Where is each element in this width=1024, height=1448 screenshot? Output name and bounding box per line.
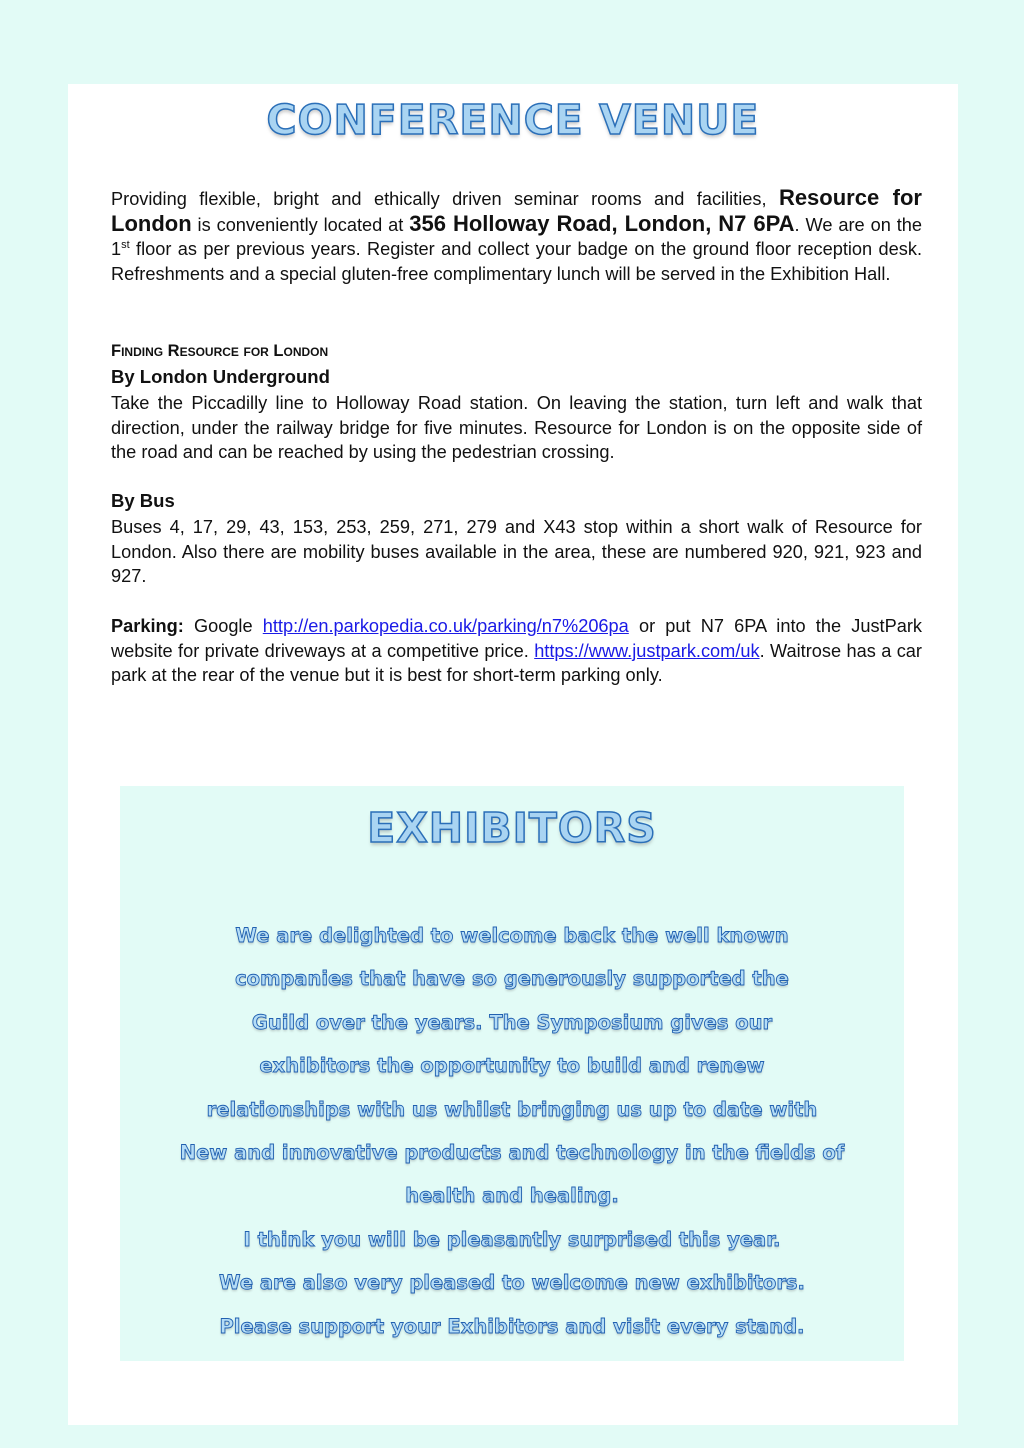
floor-ordinal: st (121, 239, 130, 252)
parking-label: Parking: (111, 616, 184, 636)
exhibitors-title: EXHIBITORS (367, 804, 657, 852)
exhibitors-panel (120, 786, 904, 1361)
exhibitors-line: We are also very pleased to welcome new exhibitors. (219, 1271, 805, 1295)
exhibitors-line: health and healing. (405, 1184, 619, 1208)
exhibitors-line: We are delighted to welcome back the well known (235, 924, 789, 947)
intro-text-1: Providing flexible, bright and ethically driven seminar rooms and facilities, (111, 189, 779, 209)
underground-directions: Take the Piccadilly line to Holloway Road station. On leaving the station, turn left and walk that direction, under the railway bridge for five minutes. Resource for London is on the opposite side of the road and can be reached by using the pedestrian crossing. (111, 393, 922, 463)
exhibitors-line: I think you will be pleasantly surprised this year. (243, 1227, 781, 1251)
exhibitors-line: relationships with us whilst bringing us up to date with (206, 1097, 818, 1121)
parking-text-1: Google (183, 616, 263, 636)
parkopedia-link[interactable]: http://en.parkopedia.co.uk/parking/n7%206pa (262, 616, 629, 636)
venue-intro-paragraph (111, 186, 922, 287)
venue-address: 356 Holloway Road, London, N7 6PA (409, 210, 795, 236)
page-sheet (68, 84, 958, 1425)
intro-text-3: . We are on the 1 (111, 214, 922, 260)
underground-heading: By London Underground (111, 366, 330, 387)
exhibitors-line: Guild over the years. The Symposium gives our (251, 1010, 773, 1034)
intro-text-4: floor as per previous years. Register and collect your badge on the ground floor reception desk. Refreshments and a special gluten-free complimentary lunch will be served in the Exhibition Hall. (111, 239, 922, 285)
venue-name: Resource for London (111, 185, 922, 236)
finding-heading: Finding Resource for London (111, 342, 329, 360)
parking-text-3: . Waitrose has a car park at the rear of the venue but it is best for short-term parking only. (111, 640, 922, 686)
exhibitors-message (120, 914, 904, 1348)
exhibitors-line: exhibitors the opportunity to build and renew (259, 1054, 765, 1078)
justpark-link[interactable]: https://www.justpark.com/uk (534, 640, 760, 661)
exhibitors-line: Please support your Exhibitors and visit every stand. (219, 1314, 805, 1338)
exhibitors-line: New and innovative products and technology in the fields of (179, 1141, 845, 1165)
conference-venue-title: CONFERENCE VENUE (266, 96, 760, 144)
bus-heading: By Bus (111, 490, 175, 511)
parking-text-2: or put N7 6PA into the JustPark website for private driveways at a competitive price. (111, 616, 922, 661)
bus-directions: Buses 4, 17, 29, 43, 153, 253, 259, 271, 279 and X43 stop within a short walk of Resource for London. Also there are mobility buses available in the area, these are numbered 920, 921, 923 and 927. (111, 517, 922, 587)
parking-paragraph (111, 614, 922, 688)
exhibitors-line: companies that have so generously supported the (235, 967, 789, 991)
intro-text-2: is conveniently located at (191, 214, 410, 235)
